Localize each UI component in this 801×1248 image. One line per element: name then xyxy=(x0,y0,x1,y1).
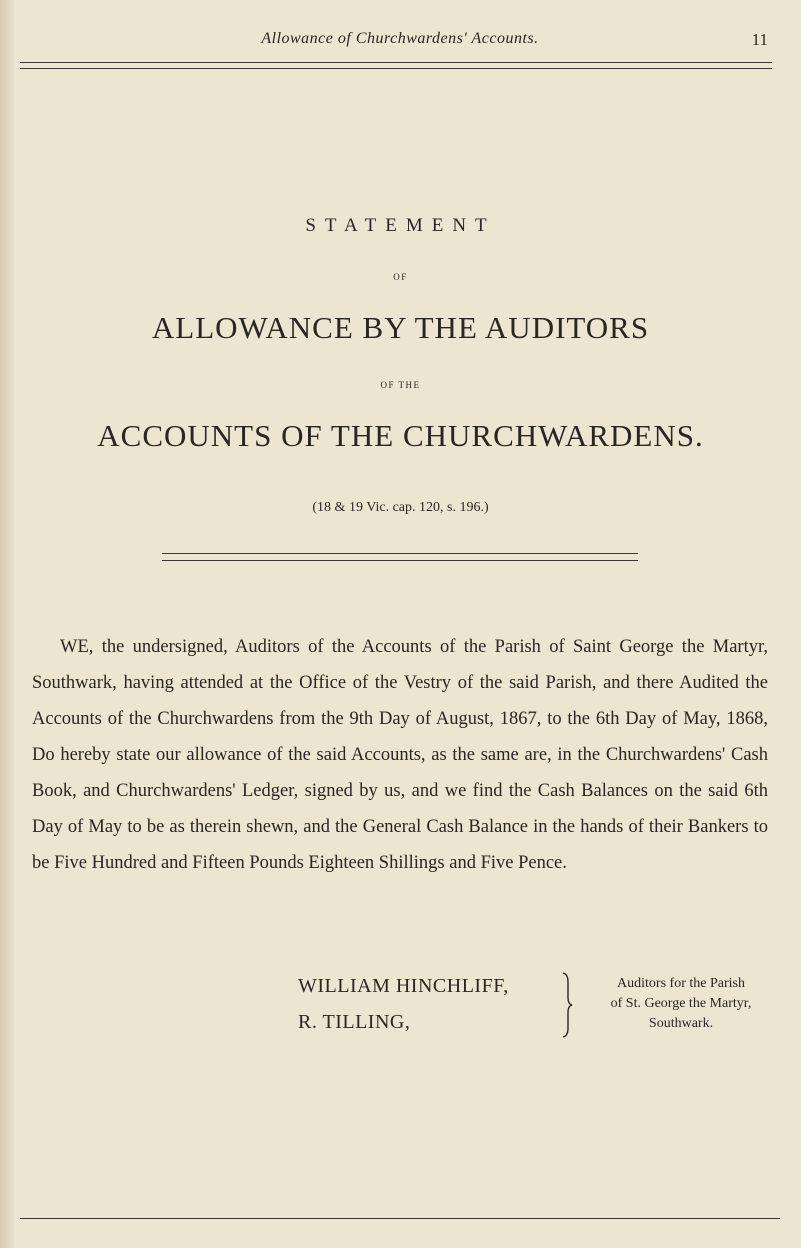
role-line-1: Auditors for the Parish xyxy=(617,976,745,991)
of-connector: OF xyxy=(393,272,408,282)
header-rule-secondary xyxy=(20,68,772,69)
running-head xyxy=(20,30,780,54)
signature-name-1: WILLIAM HINCHLIFF, xyxy=(298,975,509,997)
brace-icon xyxy=(560,972,574,1038)
signature-name-2: R. TILLING, xyxy=(298,1011,411,1033)
statement-paragraph: WE, the undersigned, Auditors of the Accounts of the Parish of Saint George the Martyr, Southwark, having attended at the Office of the Vestry of the said Parish, and there Audited the Accounts of the Churchwardens from the 9th Day of August, 1867, to the 6th Day of May, 1868, Do hereby state our allowance of the said Accounts, as the same are, in the Churchwardens' Cash Book, and Churchwardens' Ledger, signed by us, and we find the Cash Balances on the said 6th Day of May to be as therein shewn, and the General Cash Balance in the hands of their Bankers to be Five Hundred and Fifteen Pounds Eighteen Shillings and Five Pence. xyxy=(32,636,768,873)
running-title: Allowance of Churchwardens' Accounts. xyxy=(261,30,539,47)
section-divider xyxy=(162,553,638,561)
header-rule xyxy=(20,62,772,63)
accounts-heading: ACCOUNTS OF THE CHURCHWARDENS. xyxy=(97,418,704,453)
footer-rule xyxy=(20,1218,780,1219)
auditors-role-note xyxy=(574,974,788,1034)
statute-citation: (18 & 19 Vic. cap. 120, s. 196.) xyxy=(312,500,489,515)
page-number: 11 xyxy=(751,30,768,49)
role-line-3: Southwark. xyxy=(648,1016,714,1031)
page-binding-edge xyxy=(0,0,14,1248)
statement-heading: STATEMENT xyxy=(305,215,496,236)
signatures-block xyxy=(298,968,509,1040)
of-the-connector: OF THE xyxy=(380,380,421,390)
allowance-heading: ALLOWANCE BY THE AUDITORS xyxy=(151,310,650,345)
role-line-2: of St. George the Martyr, xyxy=(610,996,752,1011)
